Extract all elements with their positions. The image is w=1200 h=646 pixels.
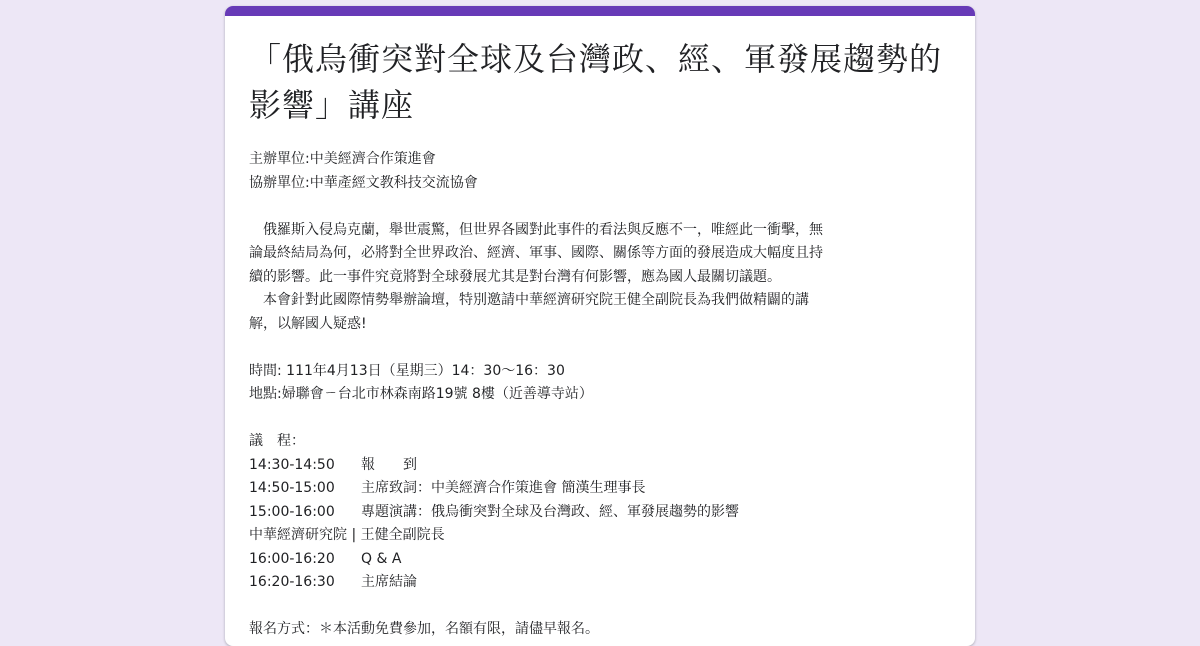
agenda-heading: 議 程：	[249, 433, 305, 449]
agenda-time: 15:00-16:00	[249, 503, 335, 520]
agenda-row	[249, 454, 947, 478]
agenda-item: Q & A	[361, 550, 402, 567]
agenda-item: 報 到	[361, 456, 417, 473]
intro-line: 論最終結局為何，必將對全世界政治、經濟、軍事、國際、關係等方面的發展造成大幅度且持	[249, 245, 823, 261]
spacer	[249, 336, 947, 360]
co-organizer-text: 協辦單位:中華產經文教科技交流協會	[249, 174, 478, 191]
agenda-item: 專題演講：俄烏衝突對全球及台灣政、經、軍發展趨勢的影響	[361, 503, 739, 520]
agenda-time: 14:50-15:00	[249, 480, 335, 496]
invite-line: 本會針對此國際情勢舉辦論壇，特別邀請中華經濟研究院王健全副院長為我們做精闢的講	[263, 292, 809, 308]
agenda-item: 主席結論	[361, 574, 417, 590]
spacer	[249, 407, 947, 431]
invite-line: 解，以解國人疑惑!	[249, 315, 367, 332]
agenda-row	[249, 477, 947, 501]
agenda-time: 14:30-14:50	[249, 456, 335, 473]
signup-line: 報名方式：＊本活動免費參加，名額有限，請儘早報名。	[249, 621, 599, 637]
organizer-text: 主辦單位:中美經濟合作策進會	[249, 151, 436, 167]
card-body	[225, 16, 975, 642]
form-description	[249, 148, 947, 642]
agenda-row	[249, 548, 947, 572]
form-header-card	[225, 6, 975, 646]
form-title: 「俄烏衝突對全球及台灣政、經、軍發展趨勢的影響」講座	[249, 40, 943, 124]
event-time: 時間: 111年4月13日（星期三）14：30～16：30	[249, 362, 565, 379]
intro-line: 續的影響。此一事件究竟將對全球發展尤其是對台灣有何影響，應為國人最關切議題。	[249, 268, 781, 285]
agenda-row	[249, 501, 947, 525]
agenda-time: 16:00-16:20	[249, 550, 335, 567]
speaker-line: 中華經濟研究院 | 王健全副院長	[249, 527, 445, 543]
card-accent-bar	[225, 6, 975, 16]
agenda-time: 16:20-16:30	[249, 574, 335, 590]
intro-line: 俄羅斯入侵烏克蘭，舉世震驚，但世界各國對此事件的看法與反應不一，唯經此一衝擊，無	[263, 221, 823, 238]
event-location: 地點:婦聯會ㄧ台北市林森南路19號 8樓（近善導寺站）	[249, 386, 593, 402]
agenda-row	[249, 571, 947, 595]
spacer	[249, 195, 947, 219]
agenda-item: 主席致詞：中美經濟合作策進會 簡漢生理事長	[361, 480, 646, 496]
spacer	[249, 595, 947, 619]
